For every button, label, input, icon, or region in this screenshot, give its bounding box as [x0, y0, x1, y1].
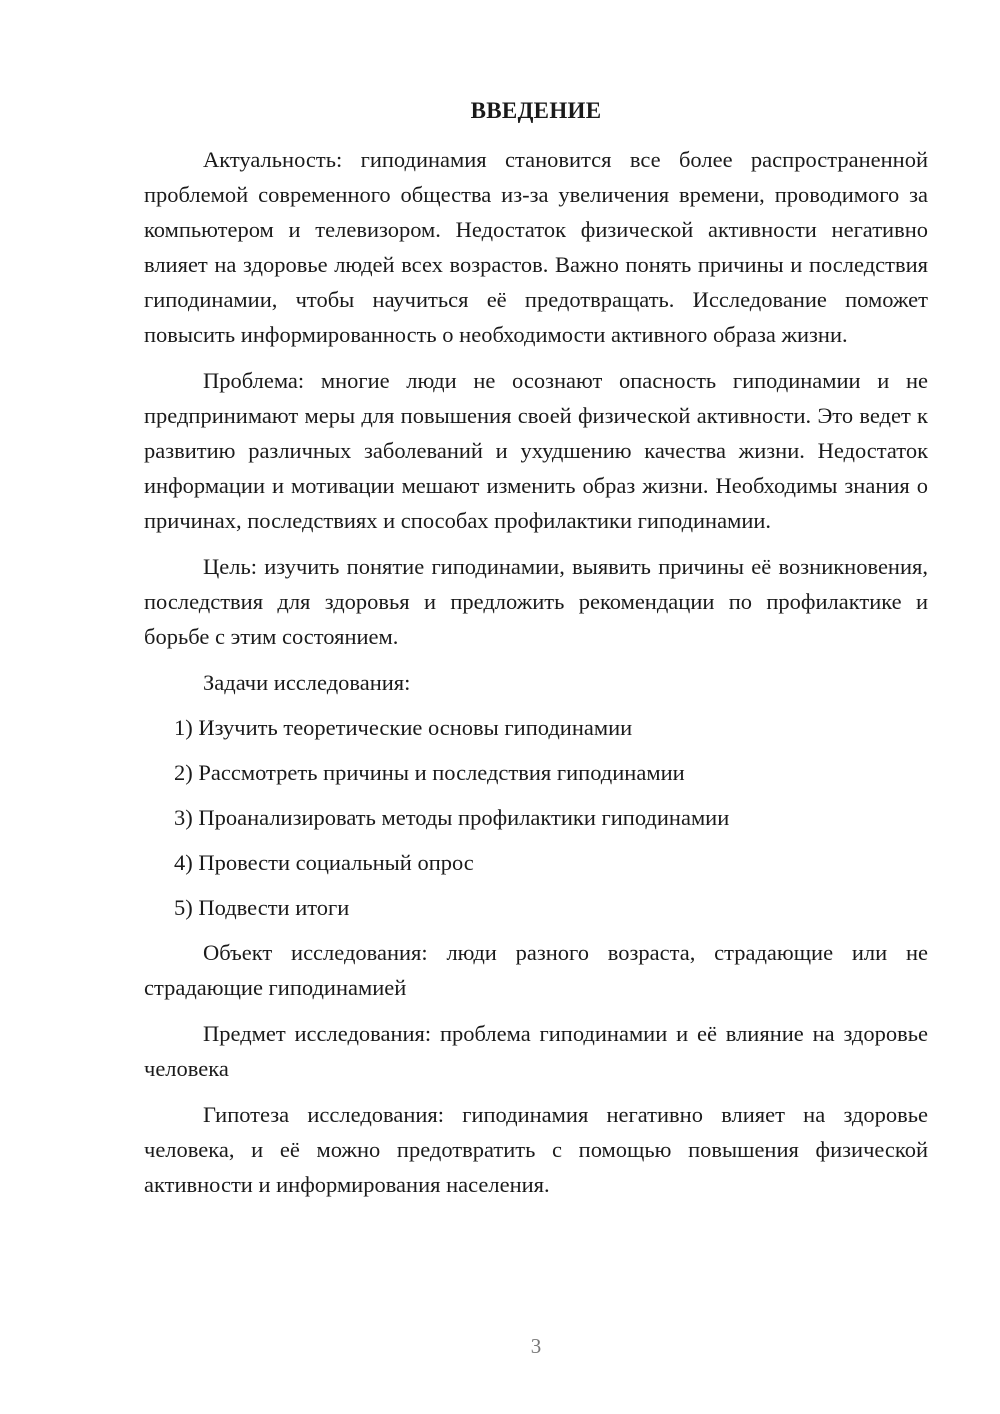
- document-body: [144, 142, 928, 1213]
- task-item: 4) Провести социальный опрос: [174, 850, 474, 875]
- page-title: ВВЕДЕНИЕ: [470, 98, 602, 123]
- subject-paragraph: Предмет исследования: проблема гиподинамии и её влияние на здоровье человека: [144, 1021, 928, 1081]
- task-item: 2) Рассмотреть причины и последствия гиподинамии: [174, 760, 685, 785]
- task-item: 3) Проанализировать методы профилактики гиподинамии: [174, 805, 730, 830]
- relevance-paragraph: Актуальность: гиподинамия становится все более распространенной проблемой современного общества из-за увеличения времени, проводимого за компьютером и телевизором. Недостаток физической активности негативно влияет на здоровье людей всех возрастов. Важно понять причины и последствия гиподинамии, чтобы научиться её предотвращать. Исследование поможет повысить информированность о необходимости активного образа жизни.: [144, 147, 928, 347]
- tasks-list: [144, 710, 928, 925]
- task-item: 5) Подвести итоги: [174, 895, 350, 920]
- task-item: 1) Изучить теоретические основы гиподинамии: [174, 715, 633, 740]
- tasks-heading: Задачи исследования:: [203, 670, 411, 695]
- goal-paragraph: Цель: изучить понятие гиподинамии, выявить причины её возникновения, последствия для здоровья и предложить рекомендации по профилактике и борьбе с этим состоянием.: [144, 554, 928, 649]
- problem-paragraph: Проблема: многие люди не осознают опасность гиподинамии и не предпринимают меры для повышения своей физической активности. Это ведет к развитию различных заболеваний и ухудшению качества жизни. Недостаток информации и мотивации мешают изменить образ жизни. Необходимы знания о причинах, последствиях и способах профилактики гиподинамии.: [144, 368, 928, 533]
- hypothesis-paragraph: Гипотеза исследования: гиподинамия негативно влияет на здоровье человека, и её можно предотвратить с помощью повышения физической активности и информирования населения.: [144, 1102, 928, 1197]
- object-paragraph: Объект исследования: люди разного возраста, страдающие или не страдающие гиподинамией: [144, 940, 928, 1000]
- page-number: 3: [530, 1334, 542, 1358]
